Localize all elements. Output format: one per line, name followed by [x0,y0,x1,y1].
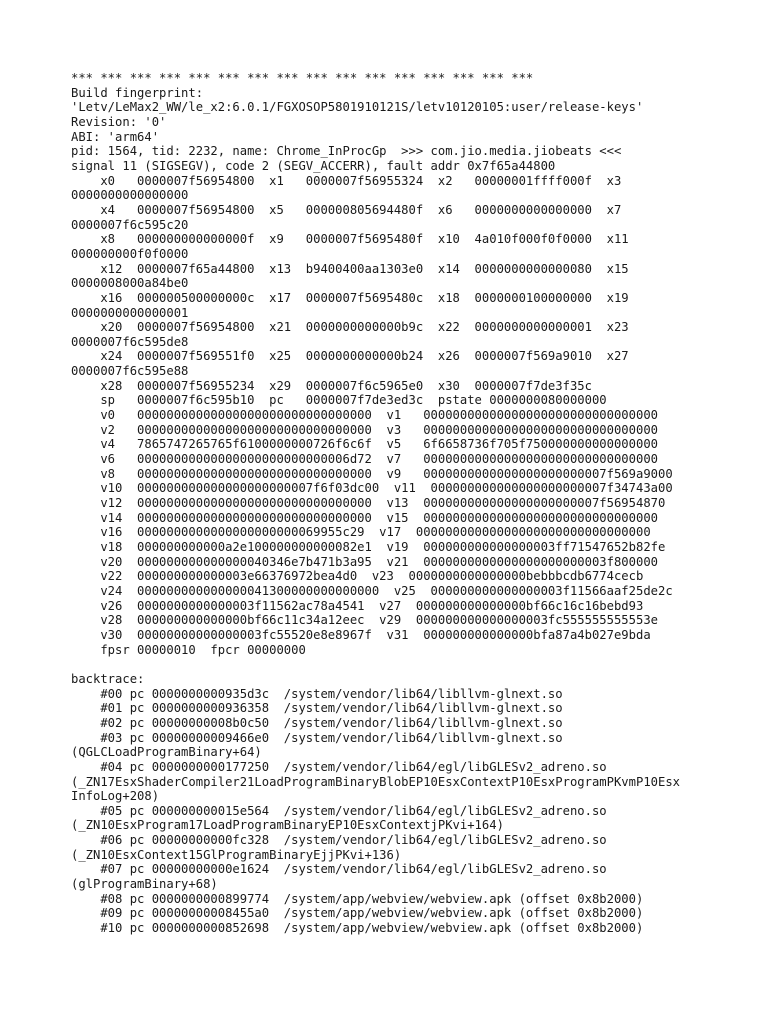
log-line: x16 000000500000000c x17 0000007f5695480c x18 0000000100000000 x19 [71,290,629,305]
log-line: #08 pc 0000000000899774 /system/app/webview/webview.apk (offset 0x8b2000) [71,891,644,906]
log-line: (_ZN10EsxContext15GlProgramBinaryEjjPKvi+136) [71,847,402,862]
log-line: #10 pc 0000000000852698 /system/app/webview/webview.apk (offset 0x8b2000) [71,921,644,936]
log-line: v4 7865747265765f6100000000726f6c6f v5 6f6658736f705f750000000000000000 [71,437,658,452]
log-line: v28 000000000000000bf66c11c34a12eec v29 000000000000000003fc555555555553e [71,613,658,628]
log-line: v30 00000000000000003fc55520e8e8967f v31 000000000000000bfa87a4b027e9bda [71,627,651,642]
tombstone-log [71,71,761,936]
log-line: x24 0000007f569551f0 x25 0000000000000b24 x26 0000007f569a9010 x27 [71,349,629,364]
log-line: 0000007f6c595e88 [71,364,189,379]
log-line: Revision: '0' [71,114,167,129]
log-line: v16 0000000000000000000000069955c29 v17 00000000000000000000000000000000 [71,525,651,540]
log-line: x8 000000000000000f x9 0000007f5695480f x10 4a010f000f0f0000 x11 [71,232,629,247]
log-line: v2 00000000000000000000000000000000 v3 00000000000000000000000000000000 [71,422,658,437]
log-line: v6 00000000000000000000000000006d72 v7 00000000000000000000000000000000 [71,452,658,467]
log-line: 0000000000000000 [71,188,189,203]
log-line [71,657,761,672]
log-line: Build fingerprint: [71,85,204,100]
log-line: InfoLog+208) [71,789,160,804]
log-line: v22 000000000000003e66376972bea4d0 v23 0000000000000000bebbbcdb6774cecb [71,569,644,584]
log-line: 000000000f0f0000 [71,246,189,261]
log-line: x0 0000007f56954800 x1 0000007f56955324 x2 00000001ffff000f x3 [71,173,622,188]
log-line: v10 000000000000000000000007f6f03dc00 v11 000000000000000000000007f34743a00 [71,481,673,496]
log-line: v18 000000000000a2e100000000000082e1 v19 000000000000000003ff71547652b82fe [71,540,666,554]
log-line: 0000000000000001 [71,305,189,320]
log-line: #06 pc 00000000000fc328 /system/vendor/lib64/egl/libGLESv2_adreno.so [71,833,607,848]
log-line: 0000007f6c595de8 [71,334,189,349]
log-line: 0000007f6c595c20 [71,217,189,232]
log-line: backtrace: [71,671,145,686]
log-line: #09 pc 00000000008455a0 /system/app/webview/webview.apk (offset 0x8b2000) [71,906,644,921]
log-line: v0 00000000000000000000000000000000 v1 00000000000000000000000000000000 [71,408,658,423]
log-line: #05 pc 000000000015e564 /system/vendor/lib64/egl/libGLESv2_adreno.so [71,803,607,818]
log-line: (QGLCLoadProgramBinary+64) [71,745,262,760]
log-line: #01 pc 0000000000936358 /system/vendor/lib64/libllvm-glnext.so [71,701,563,716]
log-line: #03 pc 00000000009466e0 /system/vendor/lib64/libllvm-glnext.so [71,730,563,745]
log-line: sp 0000007f6c595b10 pc 0000007f7de3ed3c pstate 0000000080000000 [71,393,607,408]
log-line: v24 000000000000000041300000000000000 v25 000000000000000003f11566aaf25de2c [71,583,673,598]
log-line: (glProgramBinary+68) [71,877,218,892]
log-line: 0000008000a84be0 [71,276,189,291]
log-line: #02 pc 00000000008b0c50 /system/vendor/lib64/libllvm-glnext.so [71,715,563,730]
log-line: pid: 1564, tid: 2232, name: Chrome_InProcGp >>> com.jio.media.jiobeats <<< [71,144,622,159]
log-line: 'Letv/LeMax2_WW/le_x2:6.0.1/FGXOSOP5801910121S/letv10120105:user/release-keys' [71,100,644,115]
log-line: (_ZN17EsxShaderCompiler21LoadProgramBinaryBlobEP10EsxContextP10EsxProgramPKvmP10Esx [71,774,681,789]
log-line: v20 000000000000000040346e7b471b3a95 v21 0000000000000000000000003f800000 [71,554,658,569]
log-line: x4 0000007f56954800 x5 000000805694480f x6 0000000000000000 x7 [71,202,622,217]
log-line: x12 0000007f65a44800 x13 b9400400aa1303e0 x14 0000000000000080 x15 [71,261,629,276]
log-line: ABI: 'arm64' [71,129,160,144]
log-line: fpsr 00000010 fpcr 00000000 [71,642,306,657]
log-line: #00 pc 0000000000935d3c /system/vendor/lib64/libllvm-glnext.so [71,686,563,701]
log-line: *** *** *** *** *** *** *** *** *** *** *** *** *** *** *** *** [71,71,534,85]
log-line: v12 00000000000000000000000000000000 v13 000000000000000000000007f56954870 [71,496,666,511]
log-line: v8 00000000000000000000000000000000 v9 0000000000000000000000007f569a9000 [71,466,673,481]
log-line: x28 0000007f56955234 x29 0000007f6c5965e0 x30 0000007f7de3f35c [71,378,592,393]
log-line: v26 0000000000000003f11562ac78a4541 v27 000000000000000bf66c16c16bebd93 [71,598,644,613]
log-line: x20 0000007f56954800 x21 0000000000000b9c x22 0000000000000001 x23 [71,320,629,335]
log-line: signal 11 (SIGSEGV), code 2 (SEGV_ACCERR), fault addr 0x7f65a44800 [71,158,556,173]
log-line: #07 pc 00000000000e1624 /system/vendor/lib64/egl/libGLESv2_adreno.so [71,862,607,877]
log-line: (_ZN10EsxProgram17LoadProgramBinaryEP10EsxContextjPKvi+164) [71,818,504,833]
log-line: v14 00000000000000000000000000000000 v15 00000000000000000000000000000000 [71,510,658,525]
log-line: #04 pc 0000000000177250 /system/vendor/lib64/egl/libGLESv2_adreno.so [71,759,607,774]
